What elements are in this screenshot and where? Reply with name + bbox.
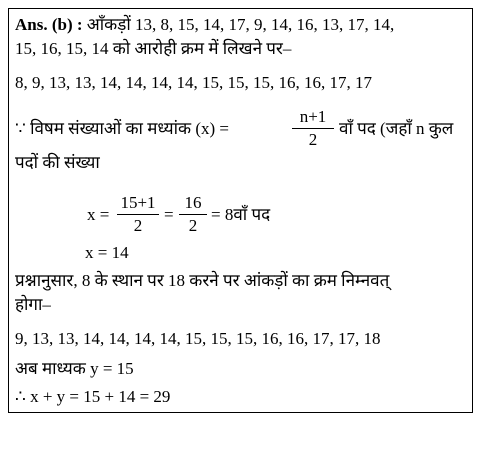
x-equals-label: x = xyxy=(87,205,110,224)
answer-line-1 xyxy=(15,15,394,35)
x-value: x = 14 xyxy=(85,243,129,262)
fraction-16-over-2 xyxy=(179,193,207,236)
median-formula-label: ∵ विषम संख्याओं का मध्यांक (x) = xyxy=(15,119,229,138)
fraction-numerator: 16 xyxy=(184,193,202,212)
fraction-denominator: 2 xyxy=(188,216,198,235)
answer-box xyxy=(8,8,473,413)
fraction-numerator: 15+1 xyxy=(120,193,156,212)
median-formula-suffix: वाँ पद (जहाँ n कुल xyxy=(339,119,454,138)
fraction-bar xyxy=(292,128,334,129)
fraction-denominator: 2 xyxy=(308,130,318,149)
fraction-bar xyxy=(179,214,207,215)
fraction-numerator: n+1 xyxy=(299,107,327,126)
median-fraction xyxy=(292,107,334,150)
equals-sign: = xyxy=(164,205,174,224)
fraction-bar xyxy=(117,214,159,215)
revised-ascending-list: 9, 13, 13, 14, 14, 14, 14, 15, 15, 15, 16, 16, 17, 17, 18 xyxy=(15,329,381,348)
data-list-continued: 15, 16, 15, 14 को आरोही क्रम में लिखने पर– xyxy=(15,39,292,58)
answer-label: Ans. (b) : xyxy=(15,15,83,34)
note-total-terms: पदों की संख्या xyxy=(15,153,100,172)
fraction-15-plus-1-over-2 xyxy=(117,193,159,236)
eighth-term-result: = 8वाँ पद xyxy=(211,205,271,224)
revised-data-statement: प्रश्नानुसार, 8 के स्थान पर 18 करने पर आंकड़ों का क्रम निम्नवत् xyxy=(15,271,390,290)
data-list-intro: आँकड़ों 13, 8, 15, 14, 17, 9, 14, 16, 13, 17, 14, xyxy=(86,15,395,34)
fraction-denominator: 2 xyxy=(133,216,143,235)
ascending-order-list: 8, 9, 13, 13, 14, 14, 14, 14, 15, 15, 15, 16, 16, 17, 17 xyxy=(15,73,372,92)
revised-data-statement-end: होगा– xyxy=(15,295,51,314)
final-sum: ∴ x + y = 15 + 14 = 29 xyxy=(15,387,171,406)
new-median-y: अब माध्यक y = 15 xyxy=(15,359,134,378)
